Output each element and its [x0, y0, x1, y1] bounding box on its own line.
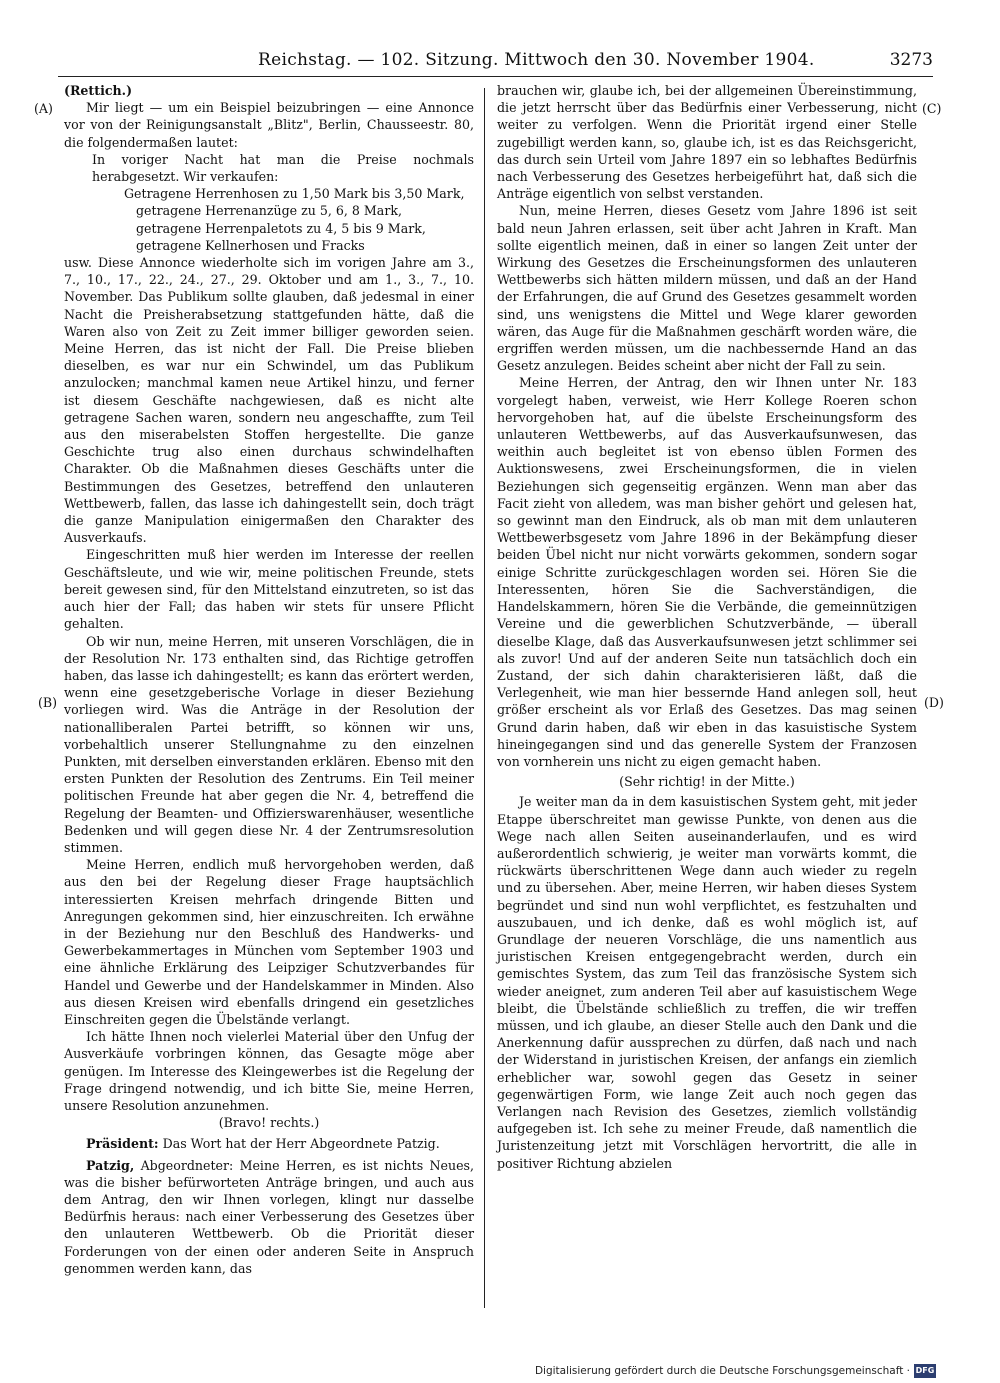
paragraph: usw. Diese Annonce wiederholte sich im vorigen Jahre am 3., 7., 10., 17., 22., 24., 27., 29. Oktober und am 1., 3., 7., 10. November. Das Publikum sollte glauben, daß jedesmal in einer Nacht die Preisherabsetzung stattgefunden hätte, daß die Waren also von Zeit zu Zeit immer billiger geworden seien. Meine Herren, das ist nicht der Fall. Die Preise blieben dieselben, es war nur ein Schwindel, um das Publikum anzulocken; manchmal kamen neue Artikel hinzu, und ferner ist diesem Geschäfte nachgewiesen, daß es nicht alte getragene Sachen waren, sondern neu angeschaffte, zum Teil aus den miserabelsten Stoffen hergestellte. Die ganze Geschichte trug also einen durchaus schwindelhaften Charakter. Ob die Maßnahmen dieses Geschäfts unter die Bestimmungen des Gesetzes, betreffend den unlauteren Wettbewerb, fallen, das lasse ich dahingestellt sein, doch trägt die ganze Manipulation einigermaßen den Charakter des Ausverkaufs. [64, 255, 474, 546]
footer-credit [535, 1363, 936, 1379]
footer-text: Digitalisierung gefördert durch die Deutsche Forschungsgemeinschaft · [534, 1365, 910, 1377]
paragraph: Meine Herren, der Antrag, den wir Ihnen unter Nr. 183 vorgelegt haben, verweist, wie Herr Kollege Roeren schon hervorgehoben hat, auf die übelste Erscheinungsform des unlauteren Wettbewerbs, auf das Ausverkaufsunwesen, das weithin auch begleitet ist von ebenso üblen Formen des Auktionswesens, zwei Erscheinungsformen, die in vielen Beziehungen sich gegenseitig ergänzen. Wenn man aber das Facit zieht von alledem, was man bisher gehört und gelesen hat, so gewinnt man den Eindruck, als ob man mit dem unlauteren Wettbewerbsgesetz vom Jahre 1896 in der Bekämpfung dieser beiden Übel nicht nur nicht vorwärts gekommen, sondern sogar einige Schritte zurückgeschlagen worden sei. Hören Sie die Interessenten, hören Sie die Sachverständigen, die Handelskammern, hören Sie die Verbände, die gemeinnützigen Vereine und die gewerblichen Schutzverbände, — überall dieselbe Klage, daß das Ausverkaufsunwesen jetzt schlimmer sei als zuvor! Und auf der anderen Seite nun tatsächlich doch ein Zustand, der sich dahin charakterisieren läßt, daß die Verlegenheit, wie man hier bessernde Hand anlegen soll, heut größer erscheint als vor Erlaß des Gesetzes. Das mag seinen Grund darin haben, daß wir eben in das kasuistische System hineingegangen sind und das generelle System der Franzosen von vornherein uns nicht zu eigen gemacht haben. [497, 375, 917, 769]
running-title: Reichstag. — 102. Sitzung. Mittwoch den 30. November 1904. [258, 50, 815, 70]
speech-paragraph [64, 1157, 474, 1277]
speech-text: Abgeordneter: Meine Herren, es ist nichts Neues, was die bisher befürworteten Anträge bringen, und auch aus dem Antrag, den wir Ihnen vorlegen, klingt nur dasselbe Bedürfnis heraus: nach einer Verbesserung des Gesetzes über den unlauteren Wettbewerb. Ob die Priorität dieser Forderungen von der einen oder anderen Seite in Anspruch genommen werden kann, das [64, 1157, 474, 1276]
paragraph: brauchen wir, glaube ich, bei der allgemeinen Übereinstimmung, die jetzt herrscht über das Bedürfnis einer Verbesserung, nicht weiter zu verfolgen. Wenn die Priorität irgend einer Stelle zugebilligt werden kann, so, glaube ich, ist es das Reichsgericht, das durch sein Urteil vom Jahre 1897 ein so lebhaftes Bedürfnis nach Verbesserung des Gesetzes herbeigeführt hat, daß sich die Anträge eigentlich von selbst verstanden. [497, 83, 917, 202]
dfg-logo-icon: DFG [914, 1364, 936, 1378]
paragraph: Meine Herren, endlich muß hervorgehoben werden, daß aus den bei der Regelung dieser Frage hauptsächlich interessierten Kreisen mehrfach dringende Bitten und Anregungen gekommen sind, hier einzuschreiten. Ich erwähne in der Beziehung nur den Beschluß des Handwerks- und Gewerbekammertages in München vom September 1903 und eine ähnliche Erklärung des Leipziger Schutzverbandes für Handel und Gewerbe und der Handelskammer in Minden. Also aus diesen Kreisen wird ebenfalls dringend ein gesetzliches Einschreiten gegen die Übelstände verlangt. [64, 857, 474, 1027]
margin-marker-c: (C) [922, 101, 942, 116]
paragraph: Mir liegt — um ein Beispiel beizubringen — eine Annonce vor von der Reinigungsanstalt „Blitz", Berlin, Chausseestr. 80, die folgendermaßen lautet: [64, 100, 474, 150]
speaker-label: Patzig, [86, 1157, 135, 1173]
paragraph: Nun, meine Herren, dieses Gesetz vom Jahre 1896 ist seit bald neun Jahren erlassen, seit über acht Jahren in Kraft. Man sollte eigentlich meinen, daß in einer so langen Zeit unter der Wirkung des Gesetzes die Erscheinungsformen des unlauteren Wettbewerbs sich hätten mildern müssen, und daß an der Hand der Erfahrungen, die auf Grund des Gesetzes gesammelt worden sind, uns wenigstens die Mittel und Wege klarer geworden wären, das Auge für die Maßnahmen geschärft worden wäre, die ergriffen werden müssen, um die nachbessernde Hand an das Gesetz anzulegen. Beides scheint aber nicht der Fall zu sein. [497, 203, 917, 374]
paragraph: Je weiter man da in dem kasuistischen System geht, mit jeder Etappe überschreitet man gewisse Punkte, von denen aus die Wege nach allen Seiten auseinanderlaufen, und es wird außerordentlich schwierig, je weiter man vorwärts kommt, die rückwärts überschrittenen Wege dann auch wieder zu regeln und zu übersehen. Aber, meine Herren, wir haben dieses System begründet und sind nun wohl verpflichtet, es festzuhalten und auszubauen, und ich denke, daß es wohl möglich ist, auf Grundlage der neueren Vorschläge, die uns namentlich aus juristischen Kreisen entgegengebracht werden, durch ein gemischtes System, das zum Teil das französische System sich wieder aneignet, zum anderen Teil aber auf kasuistischem Wege bleibt, die Übelstände schließlich zu treffen, die wir treffen müssen, und ich glaube, an dieser Stelle auch den Dank und die Anerkennung dafür aussprechen zu dürfen, daß nach und nach der Widerstand in juristischen Kreisen, der anfangs ein ziemlich erheblicher war, sowohl gegen das Gesetz in seiner gegenwärtigen Form, wie lange Zeit auch noch gegen das Verlangen nach Revision des Gesetzes, ziemlich vollständig aufgegeben ist. Ich sehe zu meiner Freude, daß namentlich die Juristenzeitung jetzt mit Vorschlägen hervortritt, die alle in positiver Richtung abzielen [497, 794, 917, 1171]
right-column [497, 82, 917, 1172]
quote-line: getragene Herrenpaletots zu 4, 5 bis 9 Mark, [136, 220, 426, 236]
quote-line: Getragene Herrenhosen zu 1,50 Mark bis 3,50 Mark, [124, 186, 465, 202]
margin-marker-b: (B) [38, 695, 58, 710]
column-divider [484, 88, 485, 1308]
quote-line: getragene Herrenanzüge zu 5, 6, 8 Mark, [136, 203, 402, 219]
interjection: (Sehr richtig! in der Mitte.) [619, 774, 795, 790]
speaker-name: (Rettich.) [64, 83, 133, 98]
page-number: 3273 [889, 50, 933, 70]
left-column [64, 82, 474, 1277]
paragraph: Ich hätte Ihnen noch vielerlei Material über den Unfug der Ausverkäufe vorbringen können, das Gesagte möge aber genügen. Im Interesse des Kleingewerbes ist die Regelung der Frage dringend notwendig, und ich bitte Sie, meine Herren, unsere Resolution anzunehmen. [64, 1029, 474, 1113]
paragraph: Eingeschritten muß hier werden im Interesse der reellen Geschäftsleute, und wie wir, meine politischen Freunde, stets bereit gewesen sind, für den Mittelstand einzutreten, so ist das auch hier der Fall; das haben wir stets für unsere Pflicht gehalten. [64, 547, 474, 632]
president-label: Präsident: [86, 1136, 159, 1152]
president-text: Das Wort hat der Herr Abgeordnete Patzig. [158, 1136, 440, 1152]
quote-line: In voriger Nacht hat man die Preise nochmals herabgesetzt. Wir verkaufen: [92, 151, 474, 185]
page-header [58, 42, 933, 77]
president-paragraph [64, 1135, 474, 1152]
margin-marker-d: (D) [924, 695, 944, 710]
margin-marker-a: (A) [34, 101, 53, 116]
quote-line: getragene Kellnerhosen und Fracks [136, 237, 365, 253]
paragraph: Ob wir nun, meine Herren, mit unseren Vorschlägen, die in der Resolution Nr. 173 enthalten sind, das Richtige getroffen haben, das lasse ich dahingestellt; es kann das erörtert werden, wenn eine gesetzgeberische Vorlage in dieser Beziehung vorliegen wird. Was die Anträge in der Resolution der nationalliberalen Partei betrifft, so können wir uns, vorbehaltlich unserer Stellungnahme zu den einzelnen Punkten, mit derselben einverstanden erklären. Ebenso mit den ersten Punkten der Resolution des Zentrums. Ein Teil meiner politischen Freunde hat aber gegen die Nr. 4, betreffend die Regelung der Beamten- und Offizierswarenhäuser, wesentliche Bedenken und will gegen diese Nr. 4 der Zentrumsresolution stimmen. [64, 633, 474, 855]
interjection: (Bravo! rechts.) [218, 1115, 320, 1131]
